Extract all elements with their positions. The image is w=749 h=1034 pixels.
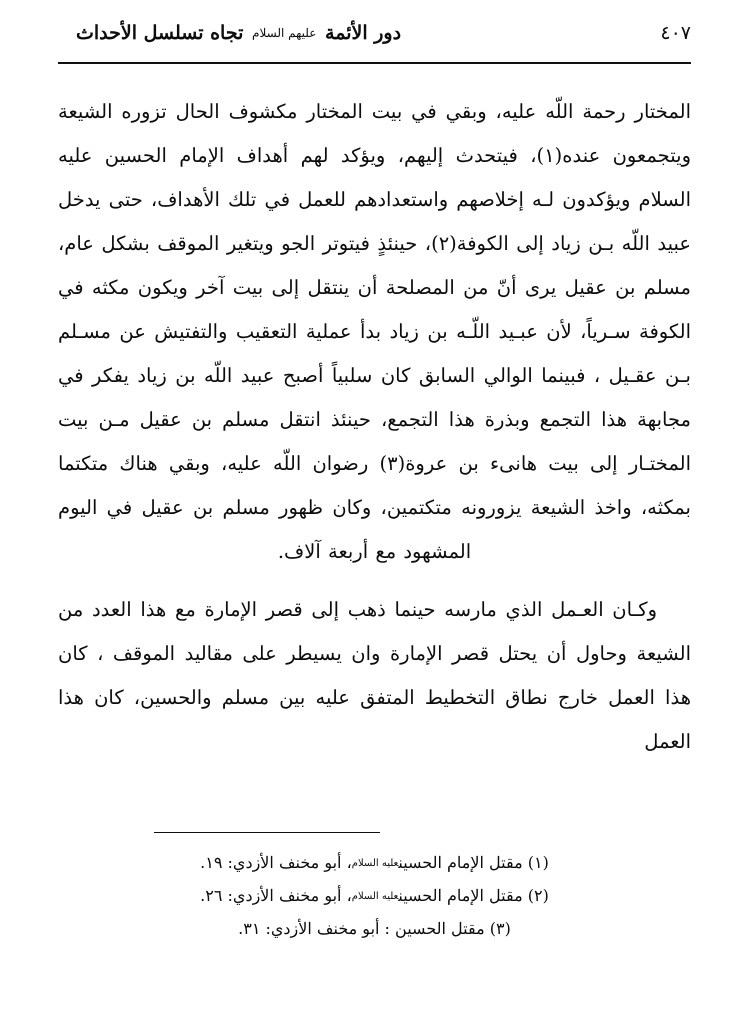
header-title-before: دور الأئمة [325, 22, 402, 44]
honorific-icon: عليه السلام [351, 858, 399, 869]
header-title-after: تجاه تسلسل الأحداث [76, 22, 244, 44]
footnote-item [58, 847, 691, 880]
footnote-divider [154, 832, 380, 833]
footnote-item [58, 913, 691, 946]
footnote-marker: (٣) [489, 919, 511, 938]
footnote-text-before: مقتل الحسين : أبو مخنف الأزدي: ٣١. [238, 919, 485, 938]
footnote-item [58, 880, 691, 913]
honorific-icon: عليه السلام [351, 891, 399, 902]
page-body [58, 90, 691, 764]
honorific-icon: عليهم السلام [252, 26, 317, 40]
header-title [76, 22, 401, 44]
footnote-text-after: ، أبو مخنف الأزدي: ٢٦. [200, 886, 352, 905]
page-header [58, 22, 691, 64]
footnote-text-before: مقتل الإمام الحسين [398, 853, 523, 872]
footnote-marker: (١) [527, 853, 549, 872]
footnote-marker: (٢) [527, 886, 549, 905]
header-row [58, 22, 691, 44]
footnote-text-after: ، أبو مخنف الأزدي: ١٩. [200, 853, 352, 872]
footnotes-section [58, 832, 691, 946]
header-divider [58, 62, 691, 64]
footnote-list [58, 847, 691, 946]
paragraph-1: المختار رحمة اللّه عليه، وبقي في بيت المختار مكشوف الحال تزوره الشيعة ويتجمعون عنده(١)، فيتحدث إليهم، ويؤكد لهم أهداف الإمام الحسين عليه السلام ويؤكدون لـه إخلاصهم واستعدادهم للعمل في تلك الأهداف، حتى يدخل عبيد اللّه بـن زياد إلى الكوفة(٢)، حينئذٍ فيتوتر الجو ويتغير الموقف بشكل عام، مسلم بن عقيل يرى أنّ من المصلحة أن ينتقل إلى بيت آخر ويكون مكثه في الكوفة سـرياً، لأن عبـيد اللّـه بن زياد بدأ عملية التعقيب والتفتيش عن مسـلم بـن عقـيل ، فبينما الوالي السابق كان سلبياً أصبح عبيد اللّه بن زياد يفكر في مجابهة هذا التجمع وبذرة هذا التجمع، حينئذ انتقل مسلم بن عقيل مـن بيت المختـار إلى بيت هانىء بن عروة(٣) رضوان اللّه عليه، وبقي هناك متكتما بمكثه، واخذ الشيعة يزورونه متكتمين، وكان ظهور مسلم بن عقيل في اليوم المشهود مع أربعة آلاف. [58, 100, 691, 563]
page-number: ٤٠٧ [660, 22, 691, 44]
paragraph-2: وكـان العـمل الذي مارسه حينما ذهب إلى قصر الإمارة مع هذا العدد من الشيعة وحاول أن يحتل قصر الإمارة وان يسيطر على مقاليد الموقف ، كان هذا العمل خارج نطاق التخطيط المتفق عليه بين مسلم والحسين، كان هذا العمل [58, 598, 691, 753]
footnote-text-before: مقتل الإمام الحسين [398, 886, 523, 905]
